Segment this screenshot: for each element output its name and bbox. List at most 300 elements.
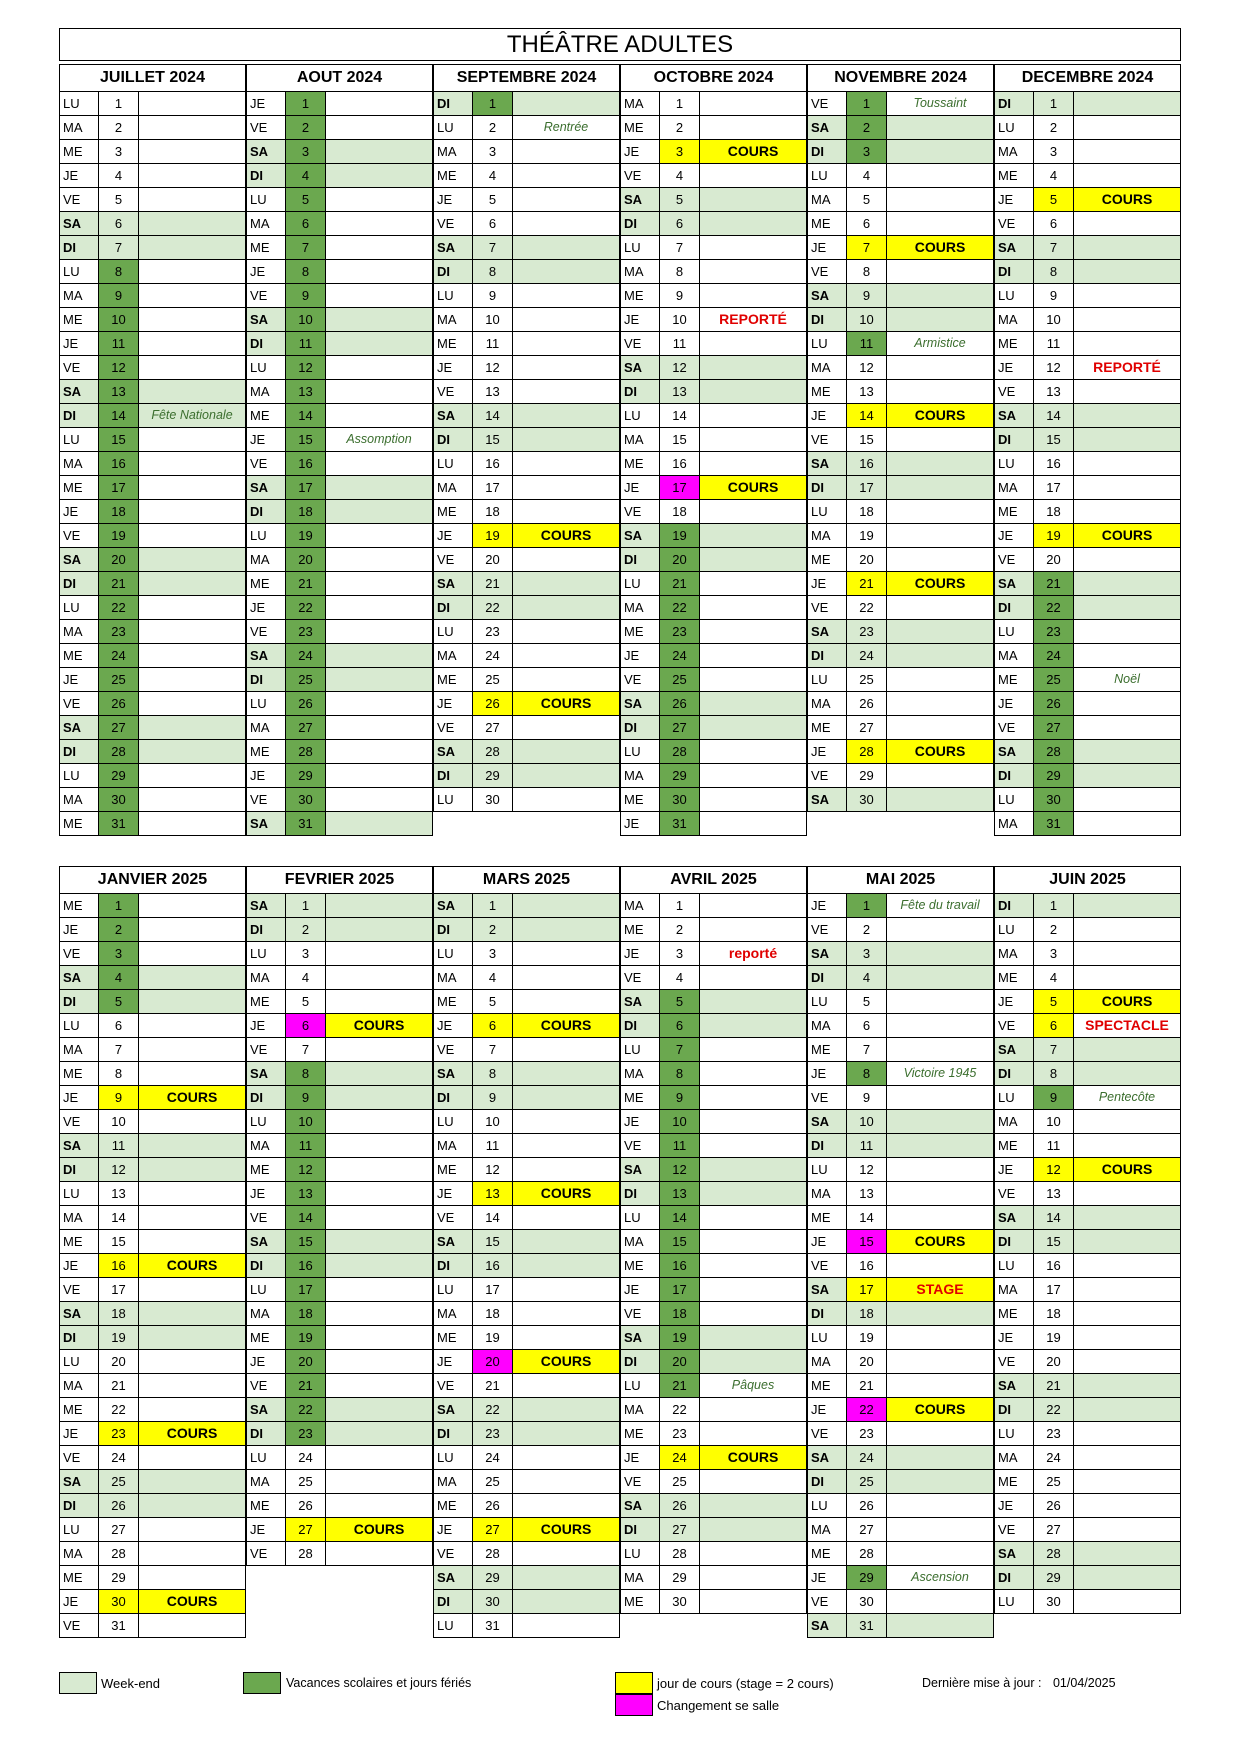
- day-event: [700, 1494, 806, 1517]
- day-row: [994, 332, 1181, 356]
- day-number: 28: [1034, 740, 1074, 763]
- day-number: 1: [286, 894, 326, 917]
- day-event: [1074, 284, 1180, 307]
- weekday-label: SA: [995, 236, 1034, 259]
- weekday-label: SA: [995, 572, 1034, 595]
- day-event: [139, 1494, 245, 1517]
- weekday-label: VE: [247, 1542, 286, 1565]
- day-row: [59, 1110, 246, 1134]
- day-row: [994, 1566, 1181, 1590]
- day-row: [59, 740, 246, 764]
- day-event: [513, 1230, 619, 1253]
- weekday-label: VE: [621, 500, 660, 523]
- day-number: 18: [847, 1302, 887, 1325]
- day-event: [139, 1374, 245, 1397]
- day-row: [246, 1134, 433, 1158]
- day-event: [700, 572, 806, 595]
- day-event: COURS: [700, 1446, 806, 1469]
- day-number: 13: [847, 380, 887, 403]
- day-number: 11: [473, 332, 513, 355]
- weekday-label: DI: [995, 1062, 1034, 1085]
- day-event: [326, 620, 432, 643]
- day-event: [700, 1470, 806, 1493]
- day-event: [513, 1398, 619, 1421]
- day-row: [994, 596, 1181, 620]
- weekday-label: DI: [621, 212, 660, 235]
- day-row: [807, 284, 994, 308]
- day-number: 13: [847, 1182, 887, 1205]
- weekday-label: JE: [60, 1086, 99, 1109]
- day-event: [139, 596, 245, 619]
- day-row: [59, 284, 246, 308]
- day-row: [433, 1230, 620, 1254]
- weekday-label: ME: [808, 380, 847, 403]
- day-event: [887, 380, 993, 403]
- day-event: [1074, 452, 1180, 475]
- day-number: 6: [473, 1014, 513, 1037]
- day-row: [620, 1158, 807, 1182]
- day-row: [620, 1518, 807, 1542]
- day-event: [700, 1206, 806, 1229]
- day-row: [807, 1230, 994, 1254]
- day-number: 13: [99, 380, 139, 403]
- day-number: 22: [286, 1398, 326, 1421]
- day-number: 25: [99, 1470, 139, 1493]
- day-event: [700, 1014, 806, 1037]
- weekday-label: MA: [808, 692, 847, 715]
- weekday-label: ME: [621, 1422, 660, 1445]
- weekday-label: DI: [995, 428, 1034, 451]
- day-row: [994, 476, 1181, 500]
- day-event: [326, 894, 432, 917]
- day-event: [513, 1614, 619, 1637]
- day-event: [326, 942, 432, 965]
- day-row: [807, 1422, 994, 1446]
- day-row: [620, 188, 807, 212]
- weekday-label: LU: [995, 1422, 1034, 1445]
- day-row: [994, 404, 1181, 428]
- day-row: [59, 1494, 246, 1518]
- day-row: [59, 620, 246, 644]
- day-row: [246, 572, 433, 596]
- day-row: [620, 692, 807, 716]
- weekday-label: DI: [434, 1422, 473, 1445]
- day-row: [994, 788, 1181, 812]
- day-event: [139, 308, 245, 331]
- weekday-label: VE: [60, 942, 99, 965]
- weekday-label: JE: [995, 1326, 1034, 1349]
- day-event: [326, 1110, 432, 1133]
- day-row: [246, 966, 433, 990]
- last-update-label: Dernière mise à jour :: [922, 1676, 1042, 1690]
- day-row: [433, 764, 620, 788]
- weekday-label: MA: [621, 428, 660, 451]
- weekday-label: SA: [808, 620, 847, 643]
- day-number: 7: [1034, 236, 1074, 259]
- weekday-label: JE: [434, 1518, 473, 1541]
- day-row: [433, 1038, 620, 1062]
- day-row: [994, 212, 1181, 236]
- day-event: REPORTÉ: [719, 311, 787, 327]
- day-event: [887, 918, 993, 941]
- day-row: [807, 692, 994, 716]
- weekday-label: DI: [621, 380, 660, 403]
- day-event: [513, 942, 619, 965]
- day-row: [246, 476, 433, 500]
- day-row: [59, 1350, 246, 1374]
- day-row: [59, 1518, 246, 1542]
- legend-weekend-label: Week-end: [101, 1676, 161, 1691]
- day-row: [807, 764, 994, 788]
- weekday-label: DI: [808, 644, 847, 667]
- weekday-label: ME: [60, 308, 99, 331]
- day-row: [620, 740, 807, 764]
- weekday-label: SA: [60, 716, 99, 739]
- weekday-label: SA: [808, 1446, 847, 1469]
- weekday-label: ME: [808, 1374, 847, 1397]
- weekday-label: JE: [247, 764, 286, 787]
- day-event: [139, 1350, 245, 1373]
- day-event: [887, 1590, 993, 1613]
- weekday-label: SA: [247, 812, 286, 835]
- day-number: 22: [99, 1398, 139, 1421]
- weekday-label: VE: [434, 1206, 473, 1229]
- weekday-label: LU: [434, 1614, 473, 1637]
- weekday-label: LU: [60, 92, 99, 115]
- day-event: [887, 1470, 993, 1493]
- day-event: [1074, 1182, 1180, 1205]
- day-event: [139, 332, 245, 355]
- weekday-label: ME: [60, 644, 99, 667]
- weekday-label: MA: [621, 596, 660, 619]
- day-event: [513, 356, 619, 379]
- day-event: SPECTACLE: [1074, 1014, 1180, 1037]
- day-row: [59, 1302, 246, 1326]
- day-number: 24: [99, 644, 139, 667]
- day-event: [887, 476, 993, 499]
- day-row: [620, 476, 807, 500]
- day-row: [620, 894, 807, 918]
- weekday-label: ME: [434, 1158, 473, 1181]
- day-number: 21: [660, 572, 700, 595]
- weekday-label: SA: [621, 524, 660, 547]
- day-row: [59, 1206, 246, 1230]
- day-event: [1074, 1422, 1180, 1445]
- day-number: 18: [99, 500, 139, 523]
- day-row: [994, 1374, 1181, 1398]
- day-number: 30: [847, 1590, 887, 1613]
- weekday-label: MA: [995, 476, 1034, 499]
- day-row: [994, 1398, 1181, 1422]
- day-row: [994, 1230, 1181, 1254]
- day-event: [887, 452, 993, 475]
- day-number: 18: [473, 500, 513, 523]
- weekday-label: SA: [808, 788, 847, 811]
- day-event: [887, 1326, 993, 1349]
- day-event: [513, 990, 619, 1013]
- day-number: 16: [286, 452, 326, 475]
- day-number: 27: [99, 1518, 139, 1541]
- month-header: JUIN 2025: [994, 866, 1181, 894]
- day-event: [513, 1062, 619, 1085]
- day-number: 25: [847, 668, 887, 691]
- day-row: [433, 1134, 620, 1158]
- day-row: [620, 1086, 807, 1110]
- day-row: [620, 1134, 807, 1158]
- day-row: [59, 1086, 246, 1110]
- day-event: [513, 1110, 619, 1133]
- day-number: 10: [473, 308, 513, 331]
- day-event: [326, 1470, 432, 1493]
- day-row: [433, 548, 620, 572]
- day-row: [246, 716, 433, 740]
- day-row: [433, 990, 620, 1014]
- day-number: 25: [1034, 668, 1074, 691]
- day-row: [433, 1062, 620, 1086]
- weekday-label: JE: [995, 692, 1034, 715]
- day-row: [59, 764, 246, 788]
- weekday-label: VE: [621, 1134, 660, 1157]
- day-event: [887, 788, 993, 811]
- day-row: [807, 308, 994, 332]
- day-number: 19: [99, 1326, 139, 1349]
- day-number: 22: [473, 1398, 513, 1421]
- day-event: [700, 188, 806, 211]
- day-number: 29: [1034, 1566, 1074, 1589]
- day-row: [620, 404, 807, 428]
- day-row: [246, 1326, 433, 1350]
- weekday-label: DI: [60, 1158, 99, 1181]
- day-number: 30: [286, 788, 326, 811]
- weekday-label: ME: [621, 452, 660, 475]
- day-row: [246, 428, 433, 452]
- day-number: 27: [1034, 716, 1074, 739]
- day-number: 11: [99, 332, 139, 355]
- day-row: [59, 812, 246, 836]
- weekday-label: MA: [247, 716, 286, 739]
- weekday-label: DI: [60, 404, 99, 427]
- weekday-label: ME: [60, 140, 99, 163]
- weekday-label: VE: [434, 716, 473, 739]
- day-event: [1074, 404, 1180, 427]
- weekday-label: MA: [995, 644, 1034, 667]
- day-row: [807, 1446, 994, 1470]
- day-number: 28: [286, 1542, 326, 1565]
- day-row: [246, 404, 433, 428]
- day-event: [700, 1158, 806, 1181]
- day-number: 2: [660, 918, 700, 941]
- day-number: 4: [473, 966, 513, 989]
- weekday-label: DI: [434, 1254, 473, 1277]
- day-row: [807, 1494, 994, 1518]
- day-number: 12: [286, 1158, 326, 1181]
- day-row: [246, 596, 433, 620]
- day-row: [994, 894, 1181, 918]
- day-number: 30: [473, 1590, 513, 1613]
- day-event: [513, 476, 619, 499]
- day-event: [326, 1494, 432, 1517]
- weekend-swatch: [59, 1672, 97, 1694]
- day-row: [994, 812, 1181, 836]
- weekday-label: VE: [60, 188, 99, 211]
- day-number: 14: [99, 404, 139, 427]
- day-event: [1074, 966, 1180, 989]
- day-number: 15: [847, 1230, 887, 1253]
- weekday-label: ME: [621, 1590, 660, 1613]
- weekday-label: SA: [247, 644, 286, 667]
- day-number: 8: [99, 260, 139, 283]
- day-number: 2: [473, 918, 513, 941]
- day-event: [887, 620, 993, 643]
- day-event: COURS: [513, 1014, 619, 1037]
- day-number: 9: [99, 1086, 139, 1109]
- day-event: [513, 1158, 619, 1181]
- day-number: 3: [847, 140, 887, 163]
- day-row: [246, 1254, 433, 1278]
- day-row: [246, 260, 433, 284]
- day-event: [887, 1086, 993, 1109]
- day-number: 2: [286, 918, 326, 941]
- weekday-label: LU: [995, 1086, 1034, 1109]
- day-event: [700, 500, 806, 523]
- day-event: [887, 1446, 993, 1469]
- day-event: [887, 1158, 993, 1181]
- day-row: [246, 236, 433, 260]
- day-event: [326, 572, 432, 595]
- weekday-label: LU: [995, 116, 1034, 139]
- day-row: [59, 918, 246, 942]
- weekday-label: LU: [247, 524, 286, 547]
- day-row: [807, 1134, 994, 1158]
- weekday-label: ME: [995, 1134, 1034, 1157]
- day-event: [887, 428, 993, 451]
- day-event: [700, 788, 806, 811]
- weekday-label: SA: [247, 1398, 286, 1421]
- day-number: 4: [660, 966, 700, 989]
- day-row: [59, 1422, 246, 1446]
- day-row: [246, 92, 433, 116]
- weekday-label: LU: [60, 1350, 99, 1373]
- day-row: [433, 1374, 620, 1398]
- day-event: COURS: [887, 1230, 993, 1253]
- day-row: [433, 1422, 620, 1446]
- day-number: 27: [473, 716, 513, 739]
- day-event: [139, 284, 245, 307]
- weekday-label: DI: [434, 260, 473, 283]
- weekday-label: DI: [995, 764, 1034, 787]
- weekday-label: VE: [247, 1206, 286, 1229]
- weekday-label: SA: [995, 1038, 1034, 1061]
- day-row: [994, 764, 1181, 788]
- day-row: [620, 966, 807, 990]
- day-number: 1: [286, 92, 326, 115]
- day-row: [59, 1566, 246, 1590]
- day-event: COURS: [513, 1518, 619, 1541]
- page-title: THÉÂTRE ADULTES: [59, 28, 1181, 61]
- day-row: [994, 1542, 1181, 1566]
- day-number: 30: [660, 1590, 700, 1613]
- weekday-label: LU: [621, 236, 660, 259]
- day-number: 26: [660, 1494, 700, 1517]
- weekday-label: ME: [247, 1158, 286, 1181]
- day-row: [433, 404, 620, 428]
- day-row: [620, 356, 807, 380]
- day-number: 9: [660, 284, 700, 307]
- weekday-label: LU: [434, 620, 473, 643]
- weekday-label: MA: [995, 140, 1034, 163]
- weekday-label: SA: [247, 140, 286, 163]
- day-number: 11: [847, 1134, 887, 1157]
- weekday-label: MA: [808, 1182, 847, 1205]
- day-number: 14: [660, 404, 700, 427]
- day-event: [887, 668, 993, 691]
- weekday-label: DI: [995, 894, 1034, 917]
- day-row: [807, 1158, 994, 1182]
- day-event: [139, 236, 245, 259]
- day-row: [246, 308, 433, 332]
- day-number: 14: [660, 1206, 700, 1229]
- day-number: 4: [286, 966, 326, 989]
- weekday-label: VE: [434, 212, 473, 235]
- day-event: [887, 1182, 993, 1205]
- day-row: [994, 716, 1181, 740]
- day-event: [513, 92, 619, 115]
- day-row: [433, 476, 620, 500]
- day-number: 9: [1034, 1086, 1074, 1109]
- weekday-label: SA: [434, 894, 473, 917]
- weekday-label: DI: [60, 1494, 99, 1517]
- day-event: [700, 918, 806, 941]
- day-event: [1074, 596, 1180, 619]
- weekday-label: JE: [434, 692, 473, 715]
- day-row: [433, 1542, 620, 1566]
- day-number: 5: [847, 188, 887, 211]
- day-event: Armistice: [914, 336, 966, 350]
- day-number: 28: [847, 740, 887, 763]
- day-event: [326, 918, 432, 941]
- day-event: [139, 500, 245, 523]
- day-row: [246, 356, 433, 380]
- day-event: [326, 812, 432, 835]
- weekday-label: LU: [621, 404, 660, 427]
- day-event: [513, 548, 619, 571]
- day-row: [59, 548, 246, 572]
- day-number: 23: [660, 620, 700, 643]
- day-event: reporté: [728, 945, 778, 961]
- weekday-label: MA: [621, 1566, 660, 1589]
- weekday-label: SA: [60, 1470, 99, 1493]
- day-number: 9: [847, 284, 887, 307]
- day-number: 28: [99, 1542, 139, 1565]
- day-row: [807, 260, 994, 284]
- weekday-label: LU: [808, 668, 847, 691]
- weekday-label: DI: [434, 764, 473, 787]
- day-event: [887, 1518, 993, 1541]
- day-number: 15: [99, 428, 139, 451]
- day-event: COURS: [513, 692, 619, 715]
- weekday-label: LU: [60, 1518, 99, 1541]
- weekday-label: VE: [621, 668, 660, 691]
- day-row: [807, 788, 994, 812]
- day-row: [246, 764, 433, 788]
- day-number: 18: [286, 500, 326, 523]
- day-number: 8: [1034, 1062, 1074, 1085]
- day-event: [326, 1206, 432, 1229]
- weekday-label: DI: [434, 428, 473, 451]
- day-event: [326, 500, 432, 523]
- day-number: 9: [473, 1086, 513, 1109]
- day-number: 12: [847, 356, 887, 379]
